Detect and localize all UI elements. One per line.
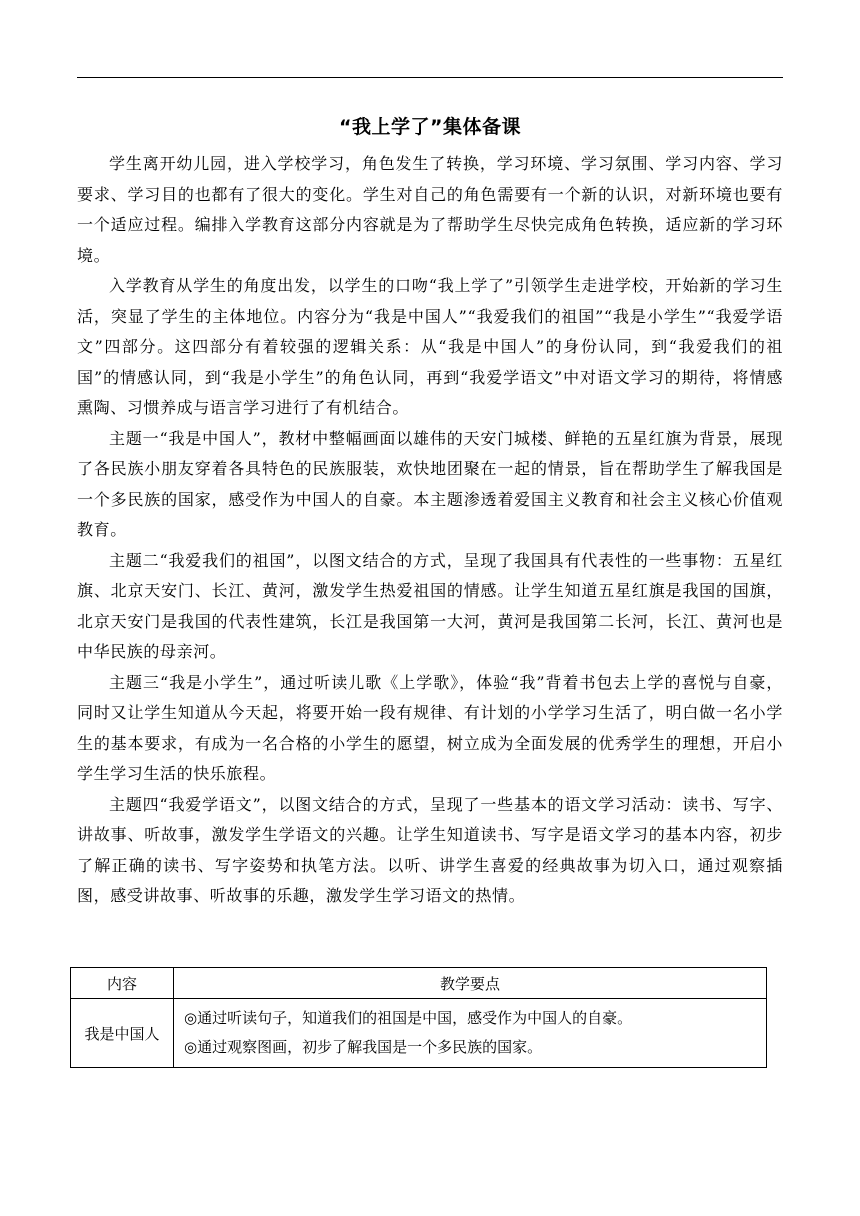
table-header-row xyxy=(71,968,767,999)
document-title: “我上学了”集体备课 xyxy=(339,116,521,138)
paragraph-overview: 入学教育从学生的角度出发，以学生的口吻“我上学了”引领学生走进学校，开始新的学习生活，突显了学生的主体地位。内容分为“我是中国人”“我爱我们的祖国”“我是小学生”“我爱学语文”四部分。这四部分有着较强的逻辑关系：从“我是中国人”的身份认同，到“我爱我们的祖国”的情感认同，到“我是小学生”的角色认同，再到“我爱学语文”中对语文学习的期待，将情感熏陶、习惯养成与语言学习进行了有机结合。 xyxy=(77,276,783,417)
paragraph-theme-1: 主题一“我是中国人”，教材中整幅画面以雄伟的天安门城楼、鲜艳的五星红旗为背景，展现了各民族小朋友穿着各具特色的民族服装，欢快地团聚在一起的情景，旨在帮助学生了解我国是一个多民族的国家，感受作为中国人的自豪。本主题渗透着爱国主义教育和社会主义核心价值观教育。 xyxy=(77,428,783,539)
teaching-point: ◎通过听读句子，知道我们的祖国是中国，感受作为中国人的自豪。 xyxy=(184,1009,633,1027)
document-body xyxy=(77,149,783,912)
paragraph-theme-2: 主题二“我爱我们的祖国”，以图文结合的方式，呈现了我国具有代表性的一些事物：五星红旗、北京天安门、长江、黄河，激发学生热爱祖国的情感。让学生知道五星红旗是我国的国旗，北京天安门是我国的代表性建筑，长江是我国第一大河，黄河是我国第二长河，长江、黄河也是中华民族的母亲河。 xyxy=(77,550,783,661)
table-cell-points xyxy=(174,999,767,1068)
teaching-point: ◎通过观察图画，初步了解我国是一个多民族的国家。 xyxy=(184,1038,543,1056)
paragraph-theme-4: 主题四“我爱学语文”，以图文结合的方式，呈现了一些基本的语文学习活动：读书、写字、讲故事、听故事，激发学生学语文的兴趣。让学生知道读书、写字是语文学习的基本内容，初步了解正确的读书、写字姿势和执笔方法。以听、讲学生喜爱的经典故事为切入口，通过观察插图，感受讲故事、听故事的乐趣，激发学生学习语文的热情。 xyxy=(77,794,783,905)
table-row xyxy=(71,999,767,1068)
header-rule xyxy=(77,77,783,78)
teaching-points-table xyxy=(70,967,767,1068)
column-header-content: 内容 xyxy=(71,968,174,999)
table-cell-topic: 我是中国人 xyxy=(71,999,174,1068)
column-header-teaching-points: 教学要点 xyxy=(174,968,767,999)
paragraph-theme-3: 主题三“我是小学生”，通过听读儿歌《上学歌》，体验“我”背着书包去上学的喜悦与自豪，同时又让学生知道从今天起，将要开始一段有规律、有计划的小学学习生活了，明白做一名小学生的基本要求，有成为一名合格的小学生的愿望，树立成为全面发展的优秀学生的理想，开启小学生学习生活的快乐旅程。 xyxy=(77,672,783,783)
paragraph-intro: 学生离开幼儿园，进入学校学习，角色发生了转换，学习环境、学习氛围、学习内容、学习要求、学习目的也都有了很大的变化。学生对自己的角色需要有一个新的认识，对新环境也要有一个适应过程。编排入学教育这部分内容就是为了帮助学生尽快完成角色转换，适应新的学习环境。 xyxy=(77,154,783,265)
